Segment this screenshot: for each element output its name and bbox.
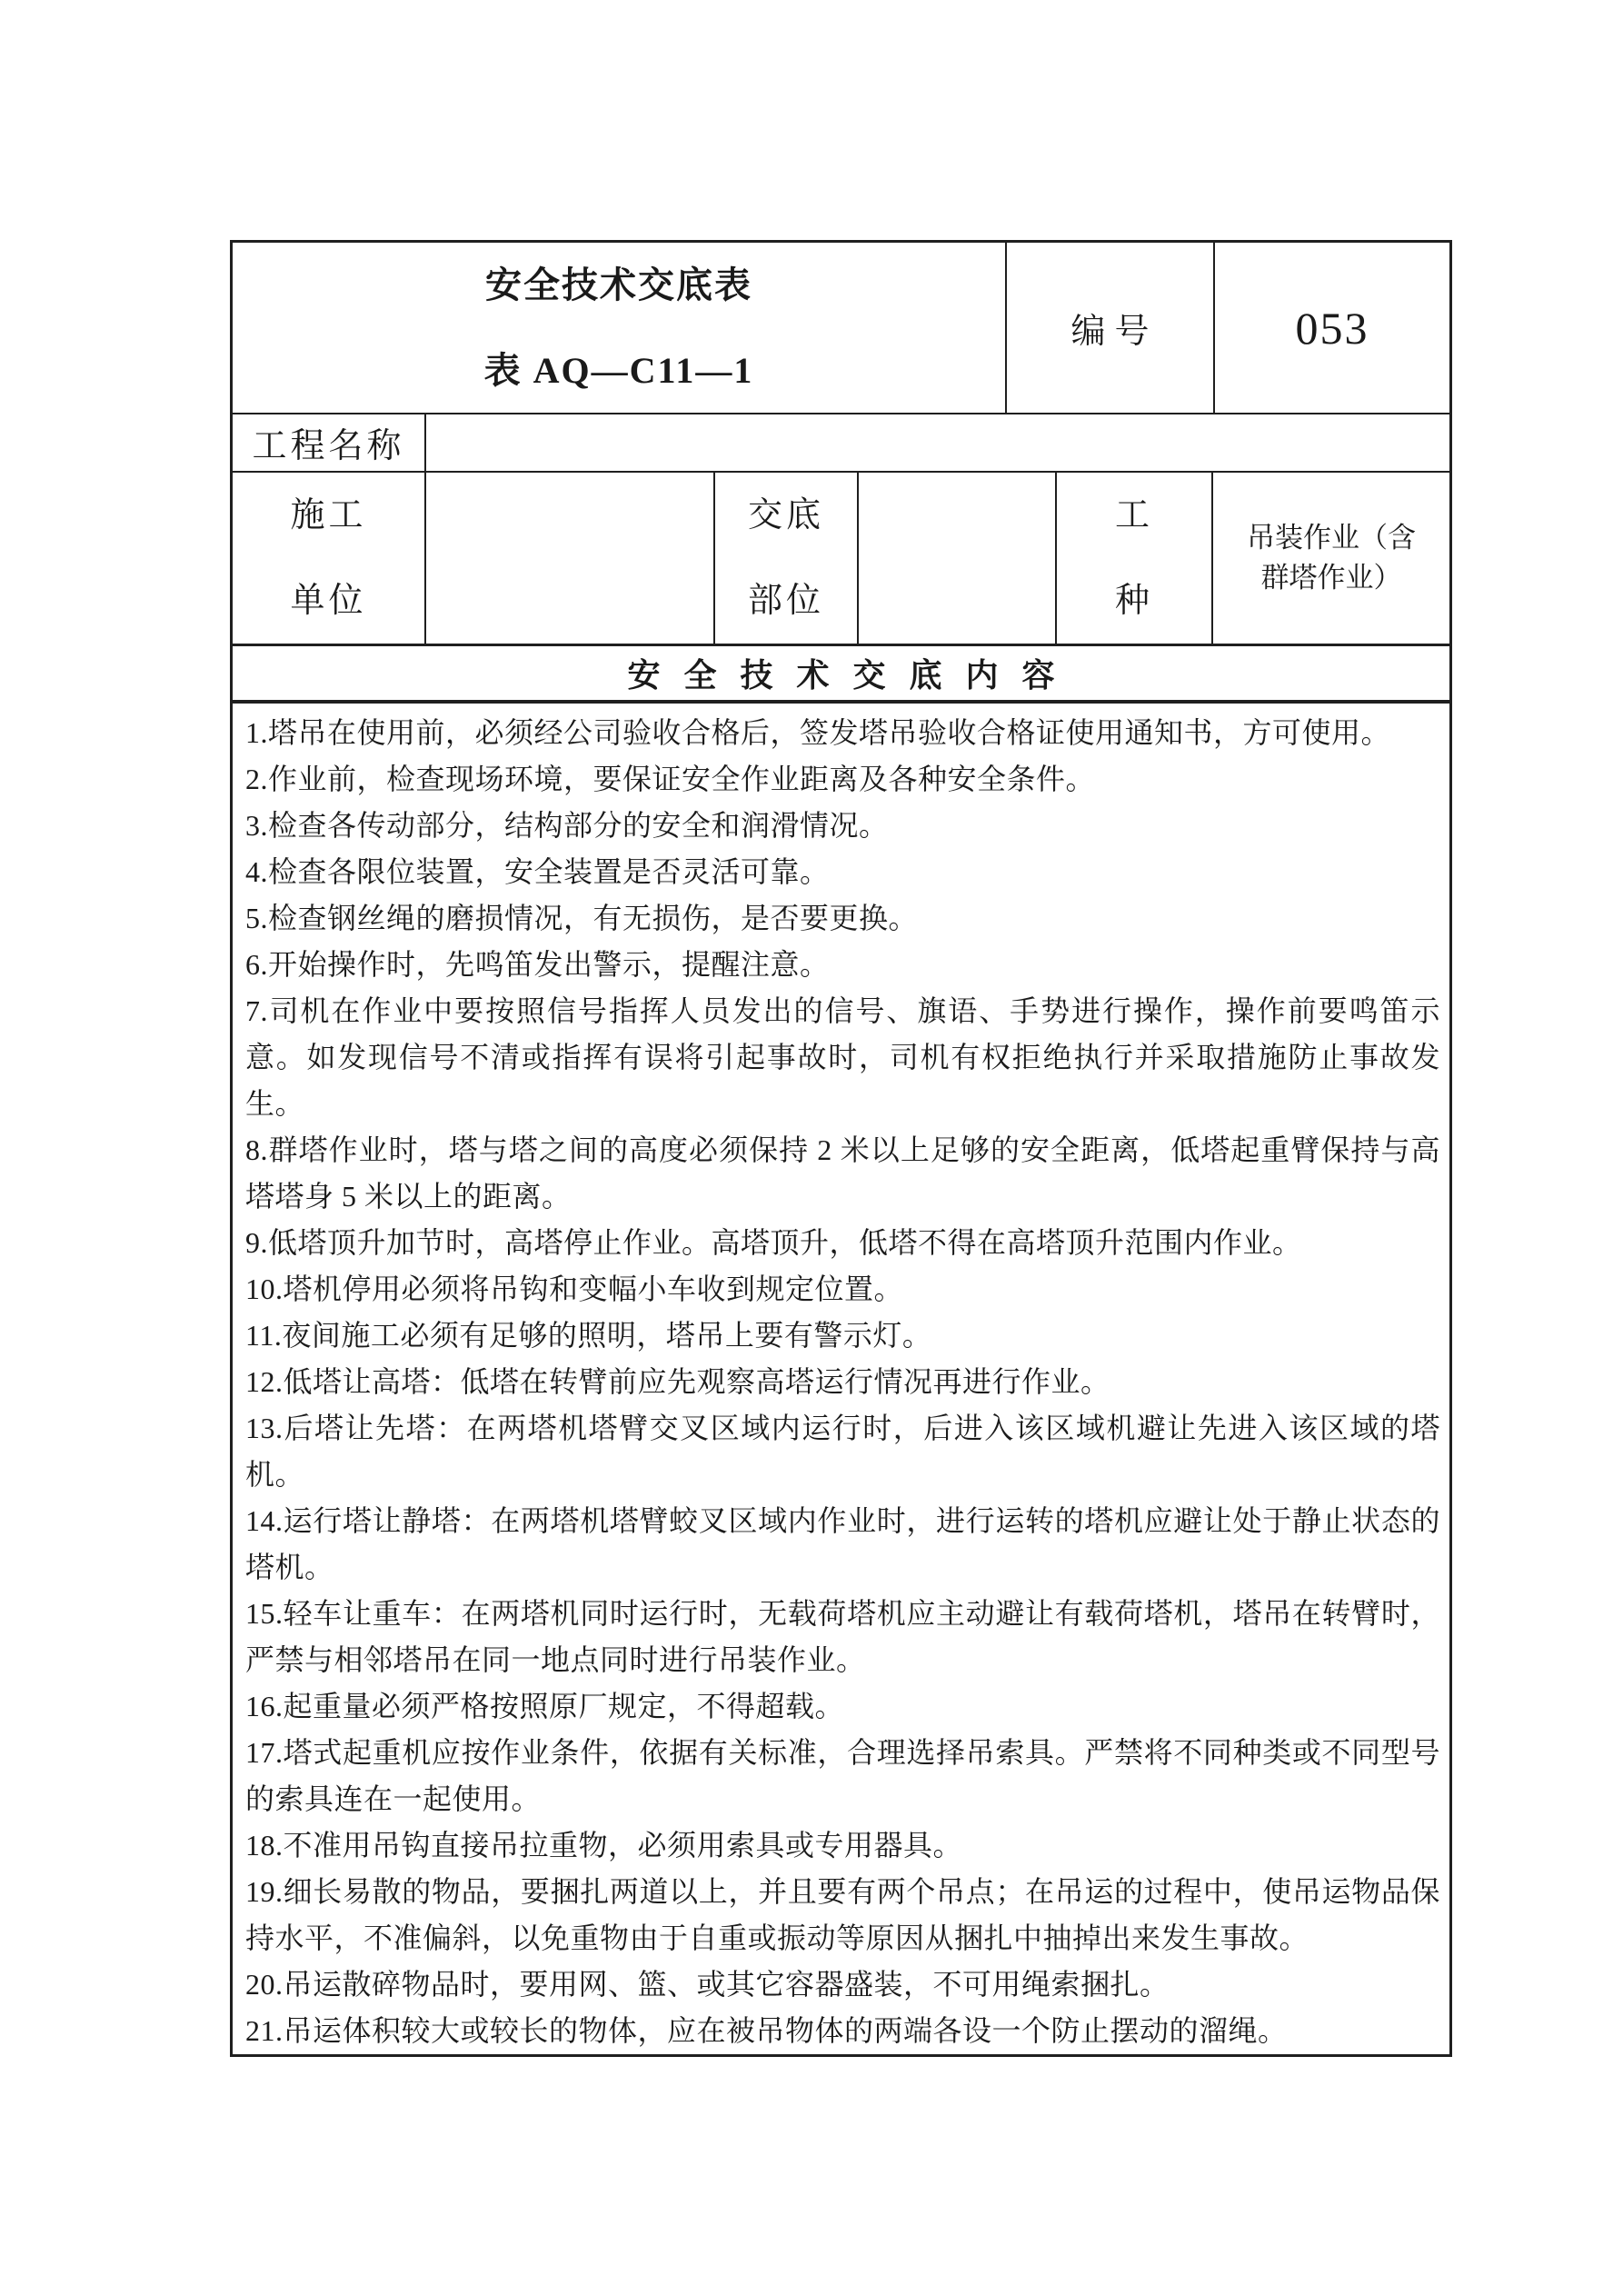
worktype-label-line2: 种 <box>1114 581 1153 620</box>
number-label: 编号 <box>1070 313 1159 351</box>
content-header-row <box>233 646 1449 704</box>
disclosure-location-label-line1: 交底 <box>747 495 824 534</box>
construction-unit-label-line2: 单位 <box>290 581 367 620</box>
content-item: 2.作业前，检查现场环境，要保证安全作业距离及各种安全条件。 <box>245 763 1096 795</box>
construction-unit-value-cell <box>426 473 715 644</box>
disclosure-location-value-cell <box>859 473 1057 644</box>
number-label-cell <box>1007 243 1215 413</box>
title-cell <box>233 243 1007 413</box>
safety-disclosure-table <box>230 240 1452 2057</box>
content-item: 1.塔吊在使用前，必须经公司验收合格后，签发塔吊验收合格证使用通知书，方可使用。 <box>245 716 1391 749</box>
content-item: 20.吊运散碎物品时，要用网、篮、或其它容器盛装，不可用绳索捆扎。 <box>245 1968 1170 2001</box>
unit-location-worktype-row <box>233 473 1449 646</box>
worktype-value-cell <box>1213 473 1449 644</box>
disclosure-location-label-cell <box>715 473 859 644</box>
content-item: 9.低塔顶升加节时，高塔停止作业。高塔顶升，低塔不得在高塔顶升范围内作业。 <box>245 1226 1302 1259</box>
content-row <box>233 704 1449 2054</box>
construction-unit-label-line1: 施工 <box>290 495 367 534</box>
form-code: 表 AQ—C11—1 <box>483 349 754 391</box>
content-item: 21.吊运体积较大或较长的物体，应在被吊物体的两端各设一个防止摆动的溜绳。 <box>245 2014 1288 2047</box>
content-item: 3.检查各传动部分，结构部分的安全和润滑情况。 <box>245 809 889 842</box>
content-item: 6.开始操作时，先鸣笛发出警示，提醒注意。 <box>245 948 830 981</box>
content-item: 18.不准用吊钩直接吊拉重物，必须用索具或专用器具。 <box>245 1829 963 1862</box>
content-item: 15.轻车让重车：在两塔机同时运行时，无载荷塔机应主动避让有载荷塔机，塔吊在转臂时，严禁与相邻塔吊在同一地点同时进行吊装作业。 <box>245 1597 1440 1676</box>
project-name-value-cell <box>426 414 1449 471</box>
project-name-label: 工程名称 <box>252 427 405 466</box>
worktype-value: 吊装作业（含群塔作业） <box>1247 521 1416 594</box>
project-name-label-cell <box>233 414 426 471</box>
content-header: 安全技术交底内容 <box>627 656 1079 694</box>
content-item: 13.后塔让先塔：在两塔机塔臂交叉区域内运行时，后进入该区域机避让先进入该区域的塔机。 <box>245 1412 1440 1491</box>
project-name-row <box>233 414 1449 473</box>
content-header-cell <box>233 646 1449 700</box>
content-item: 19.细长易散的物品，要捆扎两道以上，并且要有两个吊点；在吊运的过程中，使吊运物品保持水平，不准偏斜，以免重物由于自重或振动等原因从捆扎中抽掉出来发生事故。 <box>245 1875 1440 1954</box>
content-item: 8.群塔作业时，塔与塔之间的高度必须保持 2 米以上足够的安全距离，低塔起重臂保持与高塔塔身 5 米以上的距离。 <box>245 1133 1440 1213</box>
content-item: 12.低塔让高塔：低塔在转臂前应先观察高塔运行情况再进行作业。 <box>245 1365 1110 1398</box>
content-item: 5.检查钢丝绳的磨损情况，有无损伤，是否要更换。 <box>245 902 919 934</box>
content-body <box>233 704 1449 2054</box>
worktype-label-line1: 工 <box>1114 495 1153 534</box>
content-item: 4.检查各限位装置，安全装置是否灵活可靠。 <box>245 855 830 888</box>
form-title: 安全技术交底表 <box>485 264 752 305</box>
content-item: 7.司机在作业中要按照信号指挥人员发出的信号、旗语、手势进行操作，操作前要鸣笛示意。如发现信号不清或指挥有误将引起事故时，司机有权拒绝执行并采取措施防止事故发生。 <box>245 994 1440 1120</box>
content-item: 14.运行塔让静塔：在两塔机塔臂蛟叉区域内作业时，进行运转的塔机应避让处于静止状态的塔机。 <box>245 1504 1440 1583</box>
disclosure-location-label-line2: 部位 <box>747 581 824 620</box>
number-value: 053 <box>1295 302 1369 354</box>
construction-unit-label-cell <box>233 473 426 644</box>
number-value-cell <box>1215 243 1449 413</box>
content-item: 17.塔式起重机应按作业条件，依据有关标准，合理选择吊索具。严禁将不同种类或不同型号的索具连在一起使用。 <box>245 1736 1440 1815</box>
content-item: 11.夜间施工必须有足够的照明，塔吊上要有警示灯。 <box>245 1319 932 1352</box>
content-item: 16.起重量必须严格按照原厂规定，不得超载。 <box>245 1690 845 1722</box>
content-item: 10.塔机停用必须将吊钩和变幅小车收到规定位置。 <box>245 1273 904 1305</box>
header-row <box>233 243 1449 414</box>
worktype-label-cell <box>1057 473 1213 644</box>
